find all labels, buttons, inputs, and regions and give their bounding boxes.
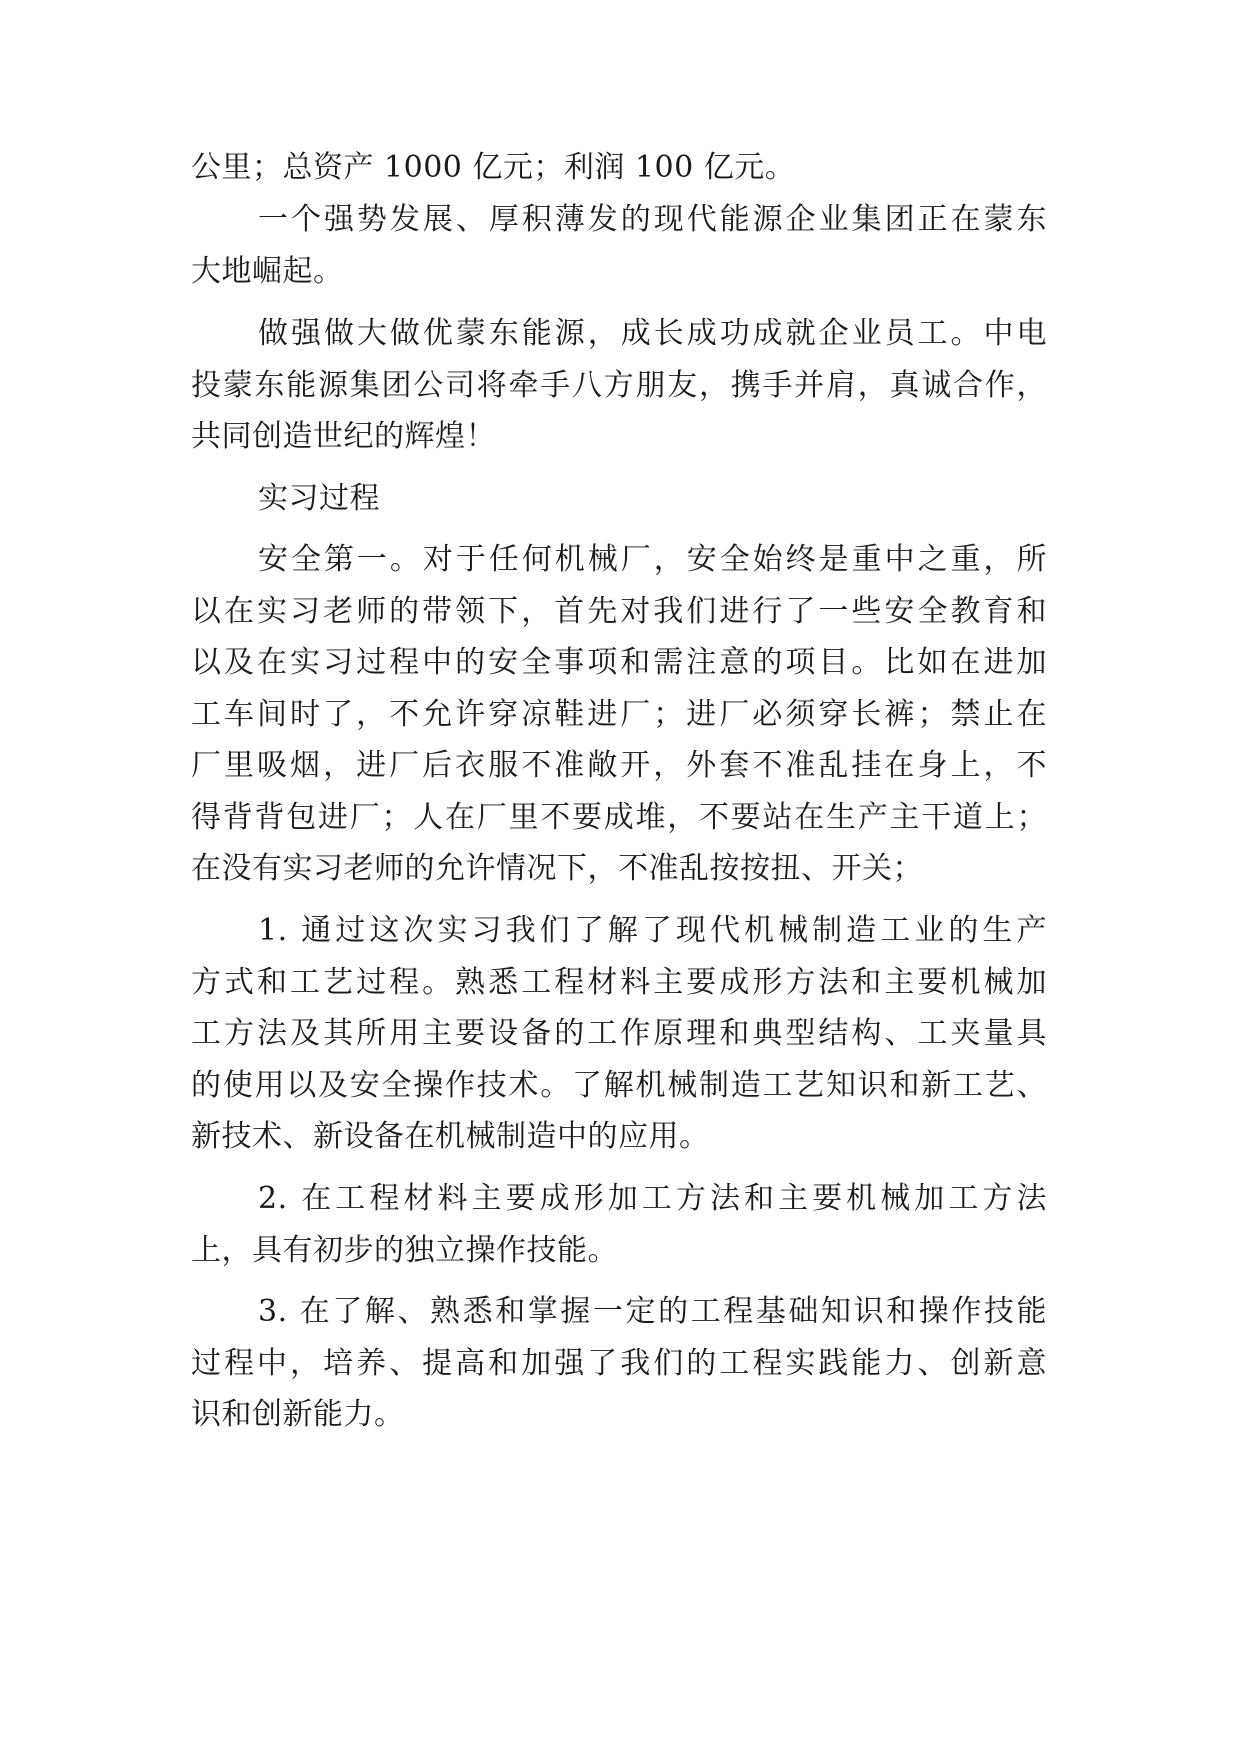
text-line-content: 过程中，培养、提高和加强了我们的工程实践能力、创新意 [191, 1346, 1047, 1381]
text-line-content: 在没有实习老师的允许情况下，不准乱按按扭、开关； [191, 851, 923, 886]
text-line-content: 大地崛起。 [191, 254, 344, 289]
text-line [0, 1057, 1241, 1115]
text-line-content: 的使用以及安全操作技术。了解机械制造工艺知识和新工艺、 [191, 1068, 1047, 1103]
text-line-content: 识和创新能力。 [191, 1397, 405, 1432]
text-line [0, 1005, 1241, 1063]
text-line-content: 工车间时了，不允许穿凉鞋进厂；进厂必须穿长裤；禁止在 [191, 697, 1047, 732]
text-line [0, 408, 1241, 466]
text-line [0, 1108, 1241, 1166]
text-line-content: 上，具有初步的独立操作技能。 [191, 1233, 618, 1268]
text-line [0, 737, 1241, 795]
text-line-content: 投蒙东能源集团公司将牵手八方朋友，携手并肩，真诚合作， [191, 368, 1047, 403]
text-line [0, 686, 1241, 744]
text-line [0, 243, 1241, 301]
text-line-content: 做强做大做优蒙东能源，成长成功成就企业员工。中电 [258, 316, 1047, 351]
list-item-text: 3. 在了解、熟悉和掌握一定的工程基础知识和操作技能 [258, 1294, 1047, 1329]
text-line-content: 以在实习老师的带领下，首先对我们进行了一些安全教育和 [191, 594, 1047, 629]
list-item-line [0, 1283, 1241, 1341]
list-item-text: 1. 通过这次实习我们了解了现代机械制造工业的生产 [258, 913, 1047, 948]
text-line [0, 1386, 1241, 1444]
text-line-content: 新技术、新设备在机械制造中的应用。 [191, 1119, 710, 1154]
text-line-content: 公里；总资产 1000 亿元；利润 100 亿元。 [191, 150, 796, 185]
section-heading-text: 实习过程 [258, 481, 380, 516]
text-line [0, 634, 1241, 692]
text-line-content: 方式和工艺过程。熟悉工程材料主要成形方法和主要机械加 [191, 965, 1047, 1000]
text-line [0, 1222, 1241, 1280]
text-line [0, 305, 1241, 363]
text-line-content: 安全第一。对于任何机械厂，安全始终是重中之重，所 [258, 542, 1047, 577]
text-line [0, 789, 1241, 847]
section-heading [0, 470, 1241, 528]
list-item-line [0, 1170, 1241, 1228]
text-line-content: 厂里吸烟，进厂后衣服不准敞开，外套不准乱挂在身上，不 [191, 748, 1047, 783]
text-line [0, 531, 1241, 589]
text-line [0, 139, 1241, 197]
text-line-content: 共同创造世纪的辉煌！ [191, 419, 496, 454]
text-line [0, 357, 1241, 415]
text-line [0, 191, 1241, 249]
text-line-content: 以及在实习过程中的安全事项和需注意的项目。比如在进加 [191, 645, 1047, 680]
list-item-line [0, 902, 1241, 960]
list-item-text: 2. 在工程材料主要成形加工方法和主要机械加工方法 [258, 1181, 1047, 1216]
text-line-content: 一个强势发展、厚积薄发的现代能源企业集团正在蒙东 [258, 202, 1047, 237]
text-line-content: 工方法及其所用主要设备的工作原理和典型结构、工夹量具 [191, 1016, 1047, 1051]
text-line [0, 954, 1241, 1012]
text-line [0, 840, 1241, 898]
text-line [0, 583, 1241, 641]
text-line-content: 得背背包进厂；人在厂里不要成堆，不要站在生产主干道上； [191, 800, 1047, 835]
text-line [0, 1335, 1241, 1393]
